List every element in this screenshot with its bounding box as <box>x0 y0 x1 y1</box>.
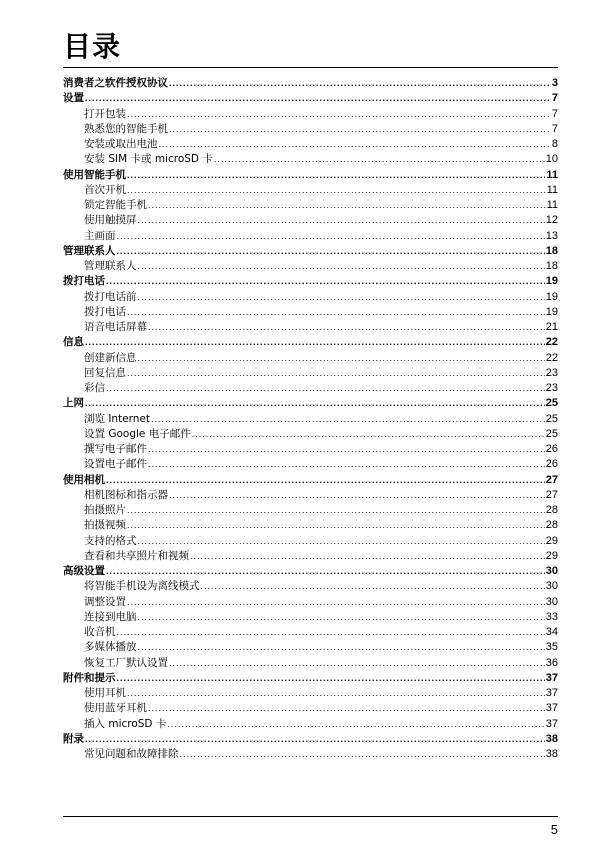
toc-entry-label: 撰写电子邮件 <box>84 443 147 455</box>
toc-section-entry[interactable] <box>63 503 558 518</box>
toc-entry-label: 将智能手机设为离线模式 <box>84 580 200 593</box>
toc-section-entry[interactable] <box>63 701 558 716</box>
toc-leader-dots <box>138 259 545 274</box>
toc-entry-page: 11 <box>546 183 558 196</box>
toc-entry-page: 27 <box>545 473 558 486</box>
toc-entry-page: 37 <box>545 687 558 699</box>
toc-leader-dots <box>148 701 545 716</box>
toc-entry-page: 30 <box>545 565 558 577</box>
toc-entry-label: 语音电话屏幕 <box>84 321 147 333</box>
toc-leader-dots <box>85 335 545 350</box>
toc-entry-label: 回复信息 <box>84 366 126 379</box>
toc-leader-dots <box>138 640 545 655</box>
toc-entry-label: 信息 <box>63 336 84 349</box>
toc-entry-page: 7 <box>551 122 558 135</box>
toc-entry-label: 锁定智能手机 <box>84 199 147 211</box>
toc-entry-page: 11 <box>546 168 558 181</box>
toc-entry-label: 拍摄视频 <box>84 519 126 532</box>
toc-entry-page: 34 <box>545 626 558 638</box>
toc-chapter-entry[interactable] <box>63 168 558 183</box>
toc-leader-dots <box>127 107 551 122</box>
toc-entry-page: 33 <box>545 610 558 623</box>
toc-entry-page: 11 <box>546 199 558 211</box>
toc-leader-dots <box>117 625 545 640</box>
toc-entry-label: 拨打电话前 <box>84 290 137 303</box>
toc-section-entry[interactable] <box>63 488 558 503</box>
toc-entry-page: 3 <box>551 77 558 89</box>
toc-entry-label: 使用相机 <box>63 473 105 486</box>
toc-leader-dots <box>138 610 545 625</box>
toc-leader-dots <box>151 412 545 427</box>
toc-entry-page: 38 <box>545 732 558 745</box>
toc-entry-page: 30 <box>545 595 558 608</box>
toc-entry-label: 使用蓝牙耳机 <box>84 702 147 715</box>
toc-section-entry[interactable] <box>63 305 558 320</box>
toc-leader-dots <box>127 686 545 701</box>
toc-entry-label: 创建新信息 <box>84 351 137 364</box>
toc-section-entry[interactable] <box>63 229 558 244</box>
toc-entry-label: 收音机 <box>84 626 116 638</box>
toc-leader-dots <box>192 427 545 442</box>
toc-entry-label: 支持的格式 <box>84 534 137 547</box>
toc-leader-dots <box>169 76 551 91</box>
toc-leader-dots <box>169 656 545 671</box>
toc-leader-dots <box>167 717 544 732</box>
toc-leader-dots <box>127 595 545 610</box>
toc-entry-label: 附录 <box>63 732 84 745</box>
toc-leader-dots <box>138 290 545 305</box>
toc-leader-dots <box>106 381 545 396</box>
toc-entry-page: 26 <box>545 458 558 471</box>
toc-leader-dots <box>190 549 545 564</box>
toc-section-entry[interactable] <box>63 534 558 549</box>
toc-entry-label: 上网 <box>63 397 84 410</box>
toc-entry-label: 设置 Google 电子邮件 <box>84 427 191 440</box>
toc-entry-page: 36 <box>545 656 558 669</box>
toc-entry-page: 23 <box>545 382 558 394</box>
toc-entry-label: 使用耳机 <box>84 687 126 699</box>
toc-leader-dots <box>106 274 545 289</box>
toc-entry-page: 8 <box>551 138 558 150</box>
toc-entry-page: 21 <box>545 321 558 333</box>
toc-entry-label: 首次开机 <box>84 183 126 196</box>
toc-entry-page: 38 <box>545 748 558 760</box>
toc-section-entry[interactable] <box>63 610 558 625</box>
toc-chapter-entry[interactable] <box>63 671 558 686</box>
toc-chapter-entry[interactable] <box>63 91 558 106</box>
toc-entry-label: 消费者之软件授权协议 <box>63 77 168 89</box>
toc-entry-label: 拨打电话 <box>63 275 105 288</box>
toc-leader-dots <box>148 320 545 335</box>
toc-entry-label: 常见问题和故障排除 <box>84 748 179 760</box>
toc-section-entry[interactable] <box>63 137 558 152</box>
toc-entry-label: 拍摄照片 <box>84 504 126 516</box>
toc-leader-dots <box>106 564 545 579</box>
page-title: 目录 <box>63 30 122 63</box>
toc-chapter-entry[interactable] <box>63 335 558 350</box>
toc-section-entry[interactable] <box>63 549 558 564</box>
toc-section-entry[interactable] <box>63 412 558 427</box>
toc-section-entry[interactable] <box>63 183 558 198</box>
toc-leader-dots <box>127 305 545 320</box>
toc-entry-label: 连接到电脑 <box>84 610 137 623</box>
toc-section-entry[interactable] <box>63 320 558 335</box>
toc-entry-page: 7 <box>551 92 558 105</box>
toc-entry-page: 27 <box>545 488 558 501</box>
table-of-contents <box>63 76 558 762</box>
toc-chapter-entry[interactable] <box>63 732 558 747</box>
toc-entry-label: 设置电子邮件 <box>84 458 147 471</box>
toc-leader-dots <box>106 473 545 488</box>
toc-section-entry[interactable] <box>63 259 558 274</box>
toc-entry-page: 25 <box>545 427 558 440</box>
toc-leader-dots <box>127 366 545 381</box>
toc-chapter-entry[interactable] <box>63 564 558 579</box>
toc-leader-dots <box>201 579 545 594</box>
toc-entry-page: 35 <box>545 641 558 654</box>
toc-section-entry[interactable] <box>63 442 558 457</box>
toc-chapter-entry[interactable] <box>63 76 558 91</box>
toc-entry-page: 19 <box>545 275 558 288</box>
toc-leader-dots <box>138 351 545 366</box>
toc-entry-page: 30 <box>545 580 558 593</box>
toc-entry-label: 附件和提示 <box>63 671 116 684</box>
toc-chapter-entry[interactable] <box>63 396 558 411</box>
toc-entry-page: 22 <box>545 351 558 364</box>
footer-rule <box>63 816 558 817</box>
toc-leader-dots <box>127 503 545 518</box>
toc-entry-label: 打开包装 <box>84 107 126 120</box>
toc-entry-label: 安装或取出电池 <box>84 138 158 150</box>
toc-leader-dots <box>138 213 545 228</box>
toc-section-entry[interactable] <box>63 686 558 701</box>
toc-entry-page: 26 <box>545 443 558 455</box>
toc-entry-label: 主画面 <box>84 229 116 242</box>
toc-section-entry[interactable] <box>63 595 558 610</box>
toc-entry-label: 多媒体播放 <box>84 641 137 654</box>
toc-entry-label: 拨打电话 <box>84 305 126 318</box>
toc-leader-dots <box>148 457 545 472</box>
toc-entry-page: 19 <box>545 290 558 303</box>
toc-entry-label: 高级设置 <box>63 565 105 577</box>
toc-entry-page: 29 <box>545 534 558 547</box>
toc-entry-page: 25 <box>545 397 558 410</box>
toc-leader-dots <box>117 671 545 686</box>
toc-section-entry[interactable] <box>63 122 558 137</box>
toc-entry-label: 使用智能手机 <box>63 168 126 181</box>
toc-entry-page: 19 <box>545 305 558 318</box>
toc-section-entry[interactable] <box>63 656 558 671</box>
toc-leader-dots <box>148 442 545 457</box>
toc-entry-page: 37 <box>545 717 558 730</box>
toc-section-entry[interactable] <box>63 351 558 366</box>
toc-leader-dots <box>169 122 551 137</box>
toc-section-entry[interactable] <box>63 152 558 167</box>
toc-entry-page: 37 <box>545 702 558 715</box>
toc-section-entry[interactable] <box>63 625 558 640</box>
toc-section-entry[interactable] <box>63 579 558 594</box>
title-rule <box>63 67 558 68</box>
toc-section-entry[interactable] <box>63 427 558 442</box>
toc-leader-dots <box>169 488 545 503</box>
toc-entry-page: 25 <box>545 412 558 425</box>
toc-entry-label: 安装 SIM 卡或 microSD 卡 <box>84 153 213 166</box>
toc-entry-page: 28 <box>545 504 558 516</box>
toc-leader-dots <box>85 732 545 747</box>
toc-entry-label: 浏览 Internet <box>84 412 151 425</box>
toc-section-entry[interactable] <box>63 640 558 655</box>
toc-leader-dots <box>159 137 551 152</box>
toc-entry-label: 查看和共享照片和视频 <box>84 549 189 562</box>
page-number: 5 <box>550 822 558 837</box>
toc-section-entry[interactable] <box>63 381 558 396</box>
toc-section-entry[interactable] <box>63 457 558 472</box>
toc-section-entry[interactable] <box>63 198 558 213</box>
toc-section-entry[interactable] <box>63 747 558 762</box>
toc-leader-dots <box>180 747 545 762</box>
toc-leader-dots <box>148 198 546 213</box>
toc-section-entry[interactable] <box>63 213 558 228</box>
toc-chapter-entry[interactable] <box>63 244 558 259</box>
toc-entry-page: 23 <box>545 366 558 379</box>
toc-leader-dots <box>117 229 545 244</box>
toc-entry-label: 使用触摸屏 <box>84 214 137 227</box>
toc-leader-dots <box>127 168 545 183</box>
toc-section-entry[interactable] <box>63 717 558 732</box>
toc-section-entry[interactable] <box>63 366 558 381</box>
toc-entry-page: 12 <box>545 214 558 227</box>
toc-entry-page: 29 <box>545 549 558 562</box>
toc-entry-label: 插入 microSD 卡 <box>84 717 167 730</box>
toc-leader-dots <box>127 518 545 533</box>
toc-section-entry[interactable] <box>63 107 558 122</box>
toc-entry-page: 13 <box>545 229 558 242</box>
toc-entry-page: 18 <box>545 244 558 257</box>
toc-entry-page: 22 <box>545 336 558 349</box>
toc-leader-dots <box>117 244 545 259</box>
toc-entry-page: 18 <box>545 260 558 272</box>
toc-section-entry[interactable] <box>63 518 558 533</box>
toc-chapter-entry[interactable] <box>63 274 558 289</box>
toc-entry-label: 熟悉您的智能手机 <box>84 122 168 135</box>
toc-entry-page: 10 <box>545 153 558 166</box>
toc-leader-dots <box>138 534 545 549</box>
toc-entry-page: 7 <box>551 107 558 120</box>
toc-entry-page: 37 <box>545 671 558 684</box>
toc-entry-label: 相机图标和指示器 <box>84 488 168 501</box>
toc-leader-dots <box>85 91 551 106</box>
toc-entry-label: 调整设置 <box>84 595 126 608</box>
toc-entry-label: 恢复工厂默认设置 <box>84 656 168 669</box>
toc-chapter-entry[interactable] <box>63 473 558 488</box>
toc-entry-page: 28 <box>545 519 558 532</box>
toc-entry-label: 管理联系人 <box>84 260 137 272</box>
toc-entry-label: 设置 <box>63 92 84 105</box>
toc-entry-label: 管理联系人 <box>63 244 116 257</box>
toc-leader-dots <box>85 396 545 411</box>
toc-section-entry[interactable] <box>63 290 558 305</box>
toc-entry-label: 彩信 <box>84 382 105 394</box>
toc-leader-dots <box>127 183 546 198</box>
toc-leader-dots <box>214 152 545 167</box>
